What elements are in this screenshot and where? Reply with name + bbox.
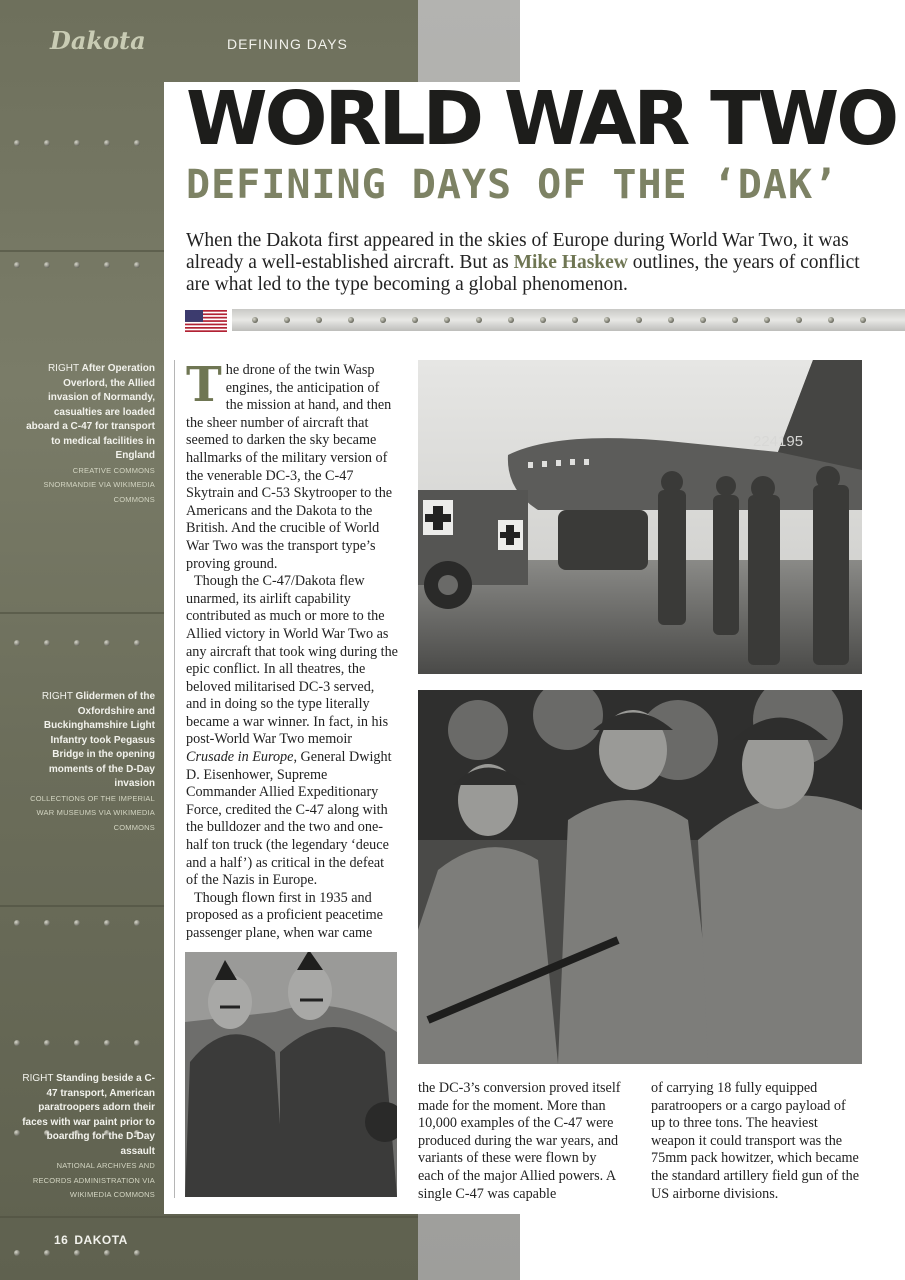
folio-label: DAKOTA — [74, 1233, 128, 1247]
rivet — [44, 1040, 50, 1046]
body-text: he drone of the twin Wasp engines, the anticipation of the mission at hand, and then the sheer number of aircraft that seemed to darken the sky became hallmarks of the military version of the venerable DC-3, the C-47 Skytrain and C-53 Skytrooper to the Americans and the Dakota to the British. And the crucible of World War Two was the transport type’s proving ground. — [186, 362, 393, 572]
rivet — [14, 1040, 20, 1046]
rivet — [44, 140, 50, 146]
rivet — [14, 1250, 20, 1256]
rivet — [14, 262, 20, 268]
page-folio — [54, 1233, 128, 1247]
rivet — [134, 1250, 140, 1256]
body-paragraph: of carrying 18 fully equipped paratroopers or a cargo payload of up to three tons. The heaviest weapon it could transport was the 75mm pack howitzer, which became the standard artillery field gun of the US airborne divisions. — [651, 1080, 860, 1202]
rivet — [74, 1250, 80, 1256]
rivet — [74, 262, 80, 268]
rivet — [828, 317, 834, 323]
rivet — [444, 317, 450, 323]
body-paragraph — [186, 357, 398, 573]
rivet — [252, 317, 258, 323]
rivet — [796, 317, 802, 323]
rivet — [74, 140, 80, 146]
body-paragraph: the DC-3’s conversion proved itself made for the moment. More than 10,000 examples of the C-47 were produced during the war years, and variants of these were flown by each of the major Allied powers. A single C-47 was capable — [418, 1080, 621, 1202]
body-column-3 — [651, 1080, 863, 1203]
page-number: 16 — [54, 1233, 69, 1247]
rivet — [44, 1250, 50, 1256]
rivet — [540, 317, 546, 323]
rivet — [104, 1040, 110, 1046]
body-column-1 — [186, 357, 398, 943]
caption-credit: CREATIVE COMMONS SNORMANDIE VIA WIKIMEDIA COMMONS — [43, 465, 155, 504]
rivet — [572, 317, 578, 323]
rivet — [44, 920, 50, 926]
body-text: Though the C-47/Dakota flew unarmed, its airlift capability contributed as much or more to the Allied victory in World War Two as any aircraft that took wing during the epic conflict. In all theatres, the beloved militarised DC-3 served, and in doing so the type literally became a war winner. In fact, in his post-World War Two memoir — [186, 573, 398, 748]
rivet — [284, 317, 290, 323]
rivet — [44, 640, 50, 646]
author-name: Mike Haskew — [513, 252, 628, 273]
rivet — [412, 317, 418, 323]
standfirst-text: outlines, the years of conflict are what led to the type becoming a global phenomenon. — [186, 252, 860, 295]
rivet — [700, 317, 706, 323]
rivet — [636, 317, 642, 323]
page-subtitle: DEFINING DAYS OF THE ‘DAK’ — [186, 162, 839, 208]
caption-text: Standing beside a C-47 transport, American paratroopers adorn their faces with war paint prior to boarding for the D-Day assault — [22, 1073, 155, 1157]
rivet — [764, 317, 770, 323]
body-text: , General Dwight D. Eisenhower, Supreme Commander Allied Expeditionary Force, credited the C-47 along with the bulldozer and the two and one-half ton truck (the legendary ‘deuce and a half’) as critical in the defeat of the Nazis in Europe. — [186, 749, 392, 889]
brand-logo: Dakota — [50, 26, 146, 55]
photo-glidermen — [418, 690, 862, 1064]
body-text: Though flown first in 1935 and proposed as a proficient peacetime passenger plane, when war came — [186, 889, 383, 941]
rivet — [44, 262, 50, 268]
rivet — [348, 317, 354, 323]
rivet — [14, 640, 20, 646]
rivet — [860, 317, 866, 323]
caption-lead: RIGHT — [22, 1073, 54, 1084]
column-rule — [174, 360, 175, 1198]
rivet — [104, 640, 110, 646]
page-title: WORLD WAR TWO — [186, 76, 897, 162]
standfirst — [186, 230, 866, 296]
body-paragraph — [186, 573, 398, 890]
caption-credit: NATIONAL ARCHIVES AND RECORDS ADMINISTRATION VIA WIKIMEDIA COMMONS — [32, 1161, 155, 1199]
caption-lead: RIGHT — [47, 363, 79, 374]
rivet — [508, 317, 514, 323]
drop-cap: T — [186, 357, 222, 413]
rivet — [316, 317, 322, 323]
rivet — [134, 1040, 140, 1046]
rivet — [104, 920, 110, 926]
rivet — [134, 920, 140, 926]
rivet — [104, 140, 110, 146]
rivet — [104, 262, 110, 268]
rivet — [134, 640, 140, 646]
rivet — [74, 640, 80, 646]
rivet — [668, 317, 674, 323]
rivet — [74, 1040, 80, 1046]
body-paragraph — [186, 890, 398, 943]
rivet — [380, 317, 386, 323]
book-title: Crusade in Europe — [186, 749, 294, 766]
caption-casualties — [20, 362, 155, 507]
tail-number: 224195 — [753, 433, 804, 450]
body-column-2 — [418, 1080, 623, 1203]
caption-lead: RIGHT — [41, 691, 73, 702]
caption-text: After Operation Overlord, the Allied invasion of Normandy, casualties are loaded aboard a C-47 for transport to medical facilities in England — [26, 363, 155, 461]
photo-paratroopers — [185, 952, 397, 1197]
caption-paratroopers — [20, 1072, 155, 1203]
riveted-strip — [232, 309, 905, 331]
rivet — [14, 920, 20, 926]
caption-text: Glidermen of the Oxfordshire and Buckinghamshire Light Infantry took Pegasus Bridge in the opening moments of the D-Day invasion — [43, 691, 155, 789]
rivet — [134, 140, 140, 146]
caption-glidermen — [20, 690, 155, 835]
rivet — [14, 140, 20, 146]
us-flag-icon — [185, 310, 227, 332]
caption-credit: COLLECTIONS OF THE IMPERIAL WAR MUSEUMS VIA WIKIMEDIA COMMONS — [30, 793, 155, 832]
standfirst-text: When the Dakota first appeared in the skies of Europe during World War Two, it was already a well-established aircraft. But as — [186, 230, 849, 273]
panel-seam — [0, 1216, 418, 1218]
rivet — [732, 317, 738, 323]
rivet — [604, 317, 610, 323]
photo-c47-casualties — [418, 360, 862, 674]
rivet — [134, 262, 140, 268]
rivet — [74, 920, 80, 926]
rivet — [476, 317, 482, 323]
section-label: DEFINING DAYS — [227, 36, 348, 52]
rivet — [104, 1250, 110, 1256]
